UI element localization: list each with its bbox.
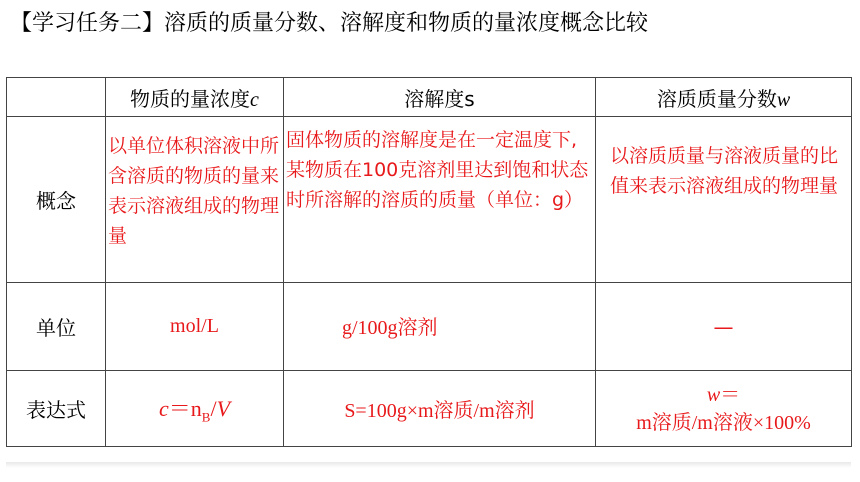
expression-solubility: S=100g×m溶质/m溶剂 <box>284 371 596 447</box>
comparison-table <box>6 77 852 447</box>
expression-mass-fraction-eq: ＝ <box>720 383 741 406</box>
expression-molarity-c: c <box>158 395 169 421</box>
header-mass-fraction-symbol: w <box>776 88 791 111</box>
table-bottom-shadow <box>6 462 851 468</box>
header-solubility: 溶解度s <box>284 78 596 117</box>
row-label-concept: 概念 <box>7 117 106 283</box>
concept-mass-fraction <box>596 117 852 283</box>
concept-molarity-text: 以单位体积溶液中所含溶质的物质的量来表示溶液组成的物理量 <box>108 135 280 247</box>
concept-solubility-text: 固体物质的溶解度是在一定温度下,某物质在100克溶剂里达到饱和状态时所溶解的溶质的质量（单位：g） <box>286 129 589 211</box>
expression-molarity-eq: ＝n <box>168 395 202 421</box>
row-label-expression: 表达式 <box>7 371 106 447</box>
unit-mass-fraction: — <box>596 283 852 371</box>
header-molarity-label: 物质的量浓度 <box>130 86 251 111</box>
expression-mass-fraction-w: w <box>706 383 721 406</box>
unit-solubility: g/100g溶剂 <box>284 283 596 371</box>
expression-row <box>7 371 852 447</box>
header-row <box>7 78 852 117</box>
expression-molarity-v: V <box>216 395 231 421</box>
expression-molarity <box>106 371 284 447</box>
expression-mass-fraction-line2: m溶质/m溶液×100% <box>636 411 811 434</box>
expression-mass-fraction-line1 <box>596 381 851 409</box>
concept-molarity <box>106 117 284 283</box>
header-molarity-symbol: c <box>250 88 259 111</box>
header-molarity <box>106 78 284 117</box>
unit-row <box>7 283 852 371</box>
expression-molarity-slash: / <box>210 395 217 421</box>
concept-solubility <box>284 117 596 283</box>
header-corner-cell <box>7 78 106 117</box>
header-mass-fraction-label: 溶质质量分数 <box>656 86 777 111</box>
expression-molarity-sub: B <box>201 409 211 425</box>
header-mass-fraction <box>596 78 852 117</box>
concept-mass-fraction-text: 以溶质质量与溶液质量的比值来表示溶液组成的物理量 <box>610 145 839 197</box>
concept-row <box>7 117 852 283</box>
slide-title: 【学习任务二】溶质的质量分数、溶解度和物质的量浓度概念比较 <box>10 11 649 36</box>
expression-mass-fraction <box>596 371 852 447</box>
unit-molarity: mol/L <box>106 283 284 371</box>
row-label-unit: 单位 <box>7 283 106 371</box>
